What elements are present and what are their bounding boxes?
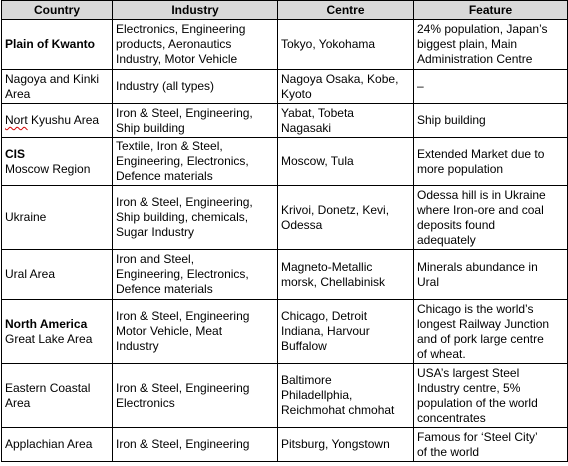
country-cell — [2, 300, 113, 364]
country-region: Moscow Region — [5, 161, 91, 176]
industry-cell: Electronics, Engineering products, Aeronautics Industry, Motor Vehicle — [113, 20, 278, 70]
feature-cell: USA’s largest Steel Industry centre, 5% population of the world concentrates — [414, 364, 568, 428]
centre-cell: Magneto-Metallic morsk, Chellabinisk — [278, 250, 414, 300]
country-heading: Plain of Kwanto — [5, 37, 95, 51]
table-row — [2, 70, 568, 104]
country-cell: Nort Kyushu Area — [2, 104, 113, 138]
feature-cell: Minerals abundance in Ural — [414, 250, 568, 300]
industry-cell: Iron & Steel, Engineering Electronics — [113, 364, 278, 428]
feature-cell: 24% population, Japan’s biggest plain, Main Administration Centre — [414, 20, 568, 70]
country-cell: Ukraine — [2, 186, 113, 250]
centre-cell: Moscow, Tula — [278, 138, 414, 186]
centre-cell: Krivoi, Donetz, Kevi, Odessa — [278, 186, 414, 250]
feature-cell: Odessa hill is in Ukraine where Iron-ore and coal deposits found adequately — [414, 186, 568, 250]
industry-cell: Iron & Steel, Engineering, Ship building — [113, 104, 278, 138]
industry-cell: Textile, Iron & Steel, Engineering, Electronics, Defence materials — [113, 138, 278, 186]
country-cell: Applachian Area — [2, 428, 113, 462]
country-cell — [2, 138, 113, 186]
feature-cell: Ship building — [414, 104, 568, 138]
country-heading: North America — [5, 316, 88, 331]
industry-cell: Iron and Steel, Engineering, Electronics, Defence materials — [113, 250, 278, 300]
table-row — [2, 138, 568, 186]
industry-regions-table — [1, 0, 568, 462]
centre-cell: Yabat, Tobeta Nagasaki — [278, 104, 414, 138]
centre-cell: Tokyo, Yokohama — [278, 20, 414, 70]
centre-cell: Nagoya Osaka, Kobe, Kyoto — [278, 70, 414, 104]
feature-cell: Famous for ‘Steel City’ of the world — [414, 428, 568, 462]
country-cell: Nagoya and Kinki Area — [2, 70, 113, 104]
industry-cell: Iron & Steel, Engineering — [113, 428, 278, 462]
table-row — [2, 300, 568, 364]
country-cell: Ural Area — [2, 250, 113, 300]
header-country: Country — [2, 1, 113, 20]
table-row — [2, 104, 568, 138]
country-cell — [2, 20, 113, 70]
feature-cell: Extended Market due to more population — [414, 138, 568, 186]
header-centre: Centre — [278, 1, 414, 20]
table-row — [2, 364, 568, 428]
centre-cell: Pitsburg, Yongstown — [278, 428, 414, 462]
industry-cell: Industry (all types) — [113, 70, 278, 104]
feature-cell: Chicago is the world’s longest Railway Junction and of pork large centre of wheat. — [414, 300, 568, 364]
industry-cell: Iron & Steel, Engineering Motor Vehicle, Meat Industry — [113, 300, 278, 364]
industry-cell: Iron & Steel, Engineering, Ship building, chemicals, Sugar Industry — [113, 186, 278, 250]
header-feature: Feature — [414, 1, 568, 20]
feature-cell: – — [414, 70, 568, 104]
table-row — [2, 20, 568, 70]
table-row — [2, 186, 568, 250]
header-industry: Industry — [113, 1, 278, 20]
table-row — [2, 428, 568, 462]
country-region: Great Lake Area — [5, 331, 93, 346]
country-heading: CIS — [5, 146, 26, 161]
country-cell: Eastern Coastal Area — [2, 364, 113, 428]
centre-cell: Chicago, Detroit Indiana, Harvour Buffalow — [278, 300, 414, 364]
header-row — [2, 1, 568, 20]
centre-cell: Baltimore Philadellphia, Reichmohat chmohat — [278, 364, 414, 428]
table-row — [2, 250, 568, 300]
